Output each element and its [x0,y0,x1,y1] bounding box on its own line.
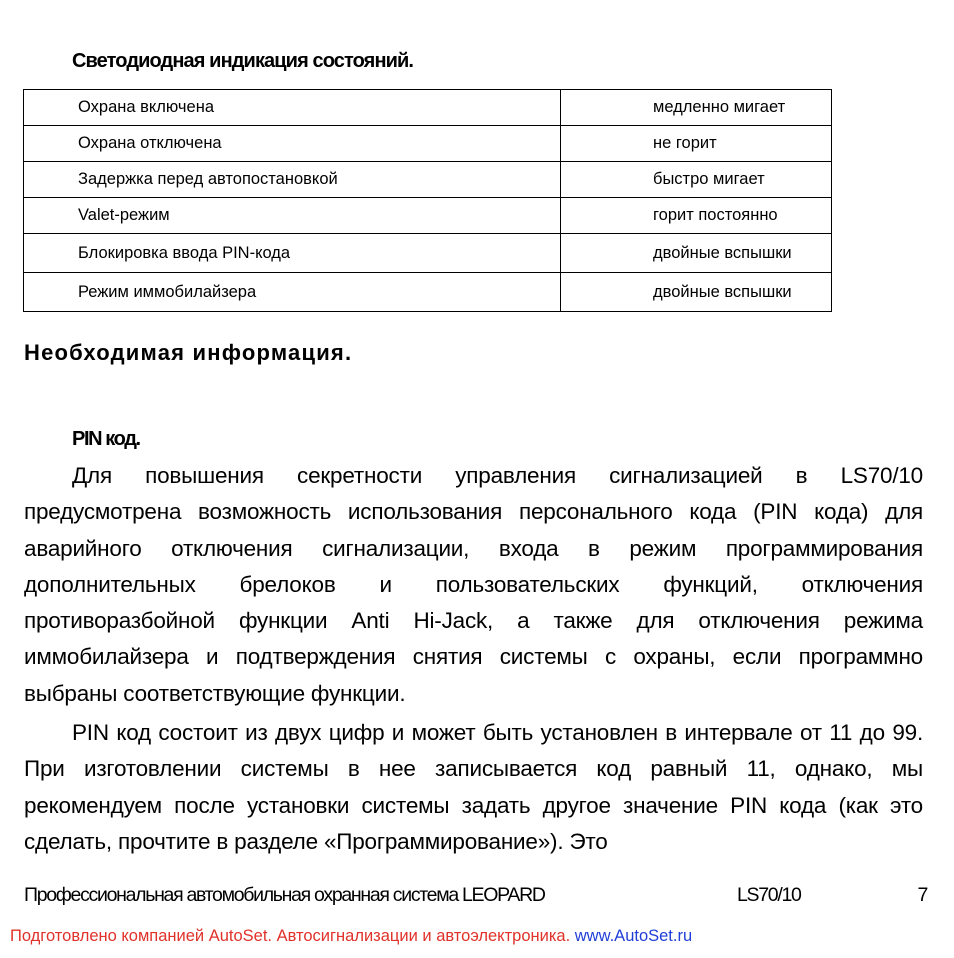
indication-cell: медленно мигает [561,90,832,126]
led-indication-table [23,89,832,312]
indication-cell: двойные вспышки [561,234,832,273]
table-row [24,90,832,126]
led-section-heading: Светодиодная индикация состояний. [72,50,414,72]
credit-link[interactable]: www.AutoSet.ru [574,927,693,945]
pin-code-heading: PIN код. [72,428,140,450]
state-cell: Valet-режим [24,198,561,234]
indication-cell: двойные вспышки [561,273,832,312]
page-number: 7 [917,884,927,906]
indication-cell: быстро мигает [561,162,832,198]
table-row [24,162,832,198]
state-cell: Охрана отключена [24,126,561,162]
indication-cell: горит постоянно [561,198,832,234]
indication-cell: не горит [561,126,832,162]
credit-line [10,927,692,946]
page-footer [24,884,927,907]
info-section-heading: Необходимая информация. [24,340,353,365]
paragraph: PIN код состоит из двух цифр и может быть установлен в интервале от 11 до 99. При изготовлении системы в нее записывается код равный 11, однако, мы рекомендуем после установки системы задать другое значение PIN кода (как это сделать, прочтите в разделе «Программирование»). Это [24,720,923,854]
paragraph: Для повышения секретности управления сигнализацией в LS70/10 предусмотрена возможность использования персонального кода (PIN кода) для аварийного отключения сигнализации, входа в режим программирования дополнительных брелоков и пользовательских функций, отключения противоразбойной функции Anti Hi-Jack, а также для отключения режима иммобилайзера и подтверждения снятия системы с охраны, если программно выбраны соответствующие функции. [24,463,923,706]
table-row [24,126,832,162]
state-cell: Охрана включена [24,90,561,126]
table-row [24,273,832,312]
state-cell: Режим иммобилайзера [24,273,561,312]
state-cell: Задержка перед автопостановкой [24,162,561,198]
footer-model: LS70/10 [737,884,801,906]
credit-text: Подготовлено компанией AutoSet. Автосигнализации и автоэлектроника. [10,927,571,945]
table-row [24,198,832,234]
table-row [24,234,832,273]
footer-title: Профессиональная автомобильная охранная система LEOPARD [24,884,545,906]
state-cell: Блокировка ввода PIN-кода [24,234,561,273]
